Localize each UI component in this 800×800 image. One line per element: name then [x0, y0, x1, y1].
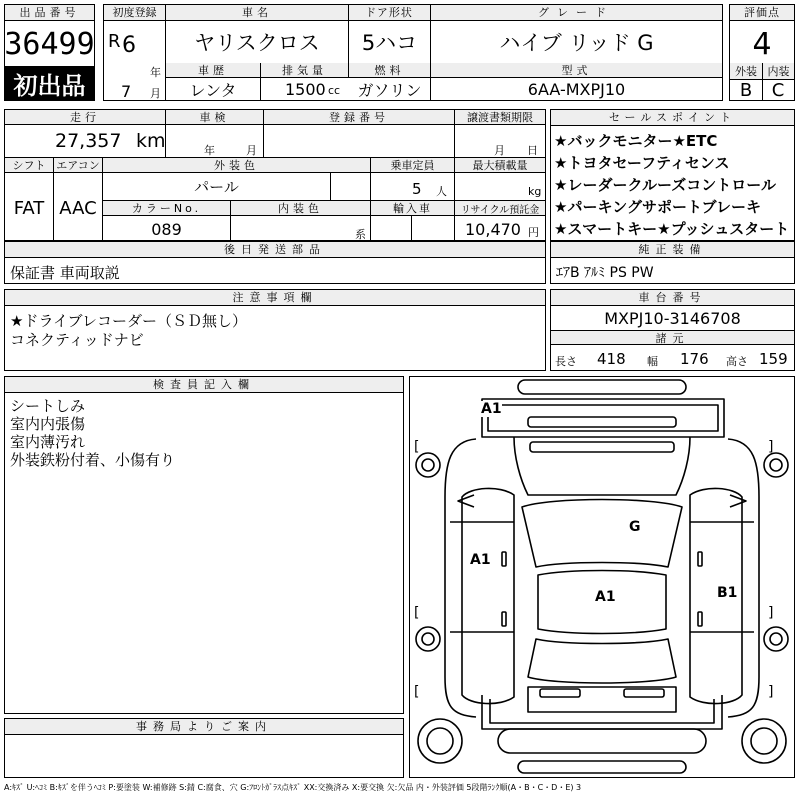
- bracket-mark: [: [414, 684, 420, 700]
- transfer-day-unit: 日: [527, 144, 538, 157]
- reg-no-label: 登録番号: [263, 110, 454, 125]
- bracket-mark: ]: [768, 439, 774, 455]
- sales-point-item: ★トヨタセーフティセンス: [554, 154, 730, 172]
- car-diagram: [409, 376, 795, 778]
- notes-label: 注意事項欄: [5, 290, 545, 306]
- shift: FAT: [13, 197, 45, 219]
- height: 159: [759, 350, 788, 368]
- transfer-label: 譲渡書類期限: [454, 110, 545, 125]
- color-no-label: カラーNo.: [103, 201, 230, 216]
- chassis-label: 車台番号: [551, 290, 794, 306]
- notes-line: ★ドライブレコーダー（ＳＤ無し）: [10, 312, 247, 330]
- exterior-grade: B: [739, 79, 753, 101]
- sales-points-box: [550, 109, 795, 241]
- width-label: 幅: [647, 355, 658, 368]
- type-code: 6AA-MXPJ10: [527, 79, 626, 99]
- inspector-box: [4, 376, 404, 714]
- length-label: 長さ: [555, 355, 577, 368]
- aircon-label: エアコン: [53, 158, 102, 173]
- max-load-unit: kg: [528, 185, 542, 198]
- displacement-label: 排気量: [260, 63, 348, 78]
- bracket-mark: [: [414, 605, 420, 621]
- later-parts-value: 保証書 車両取説: [10, 264, 120, 282]
- legend: A:ｷｽﾞ U:ﾍｺﾐ B:ｷｽﾞを伴うﾍｺﾐ P:要塗装 W:補修跡 S:錆 C:腐食、穴 G:ﾌﾛﾝﾄｶﾞﾗｽ点ｷｽﾞ XX:交換済み X:要交換 欠:欠品 内・外装評価 5段階ﾗﾝｸ順(A・B・C・D・E) 3: [4, 783, 582, 792]
- max-load-label: 最大積載量: [454, 158, 545, 173]
- damage-mark-right-side: B1: [717, 585, 738, 601]
- grade-label: グレード: [430, 5, 722, 21]
- inspector-label: 検査員記入欄: [5, 377, 403, 393]
- chassis-box: [550, 289, 795, 371]
- lot-number: 36499: [4, 26, 95, 62]
- recycle-label: リサイクル預託金: [454, 201, 545, 216]
- damage-mark-left-side: A1: [470, 552, 491, 568]
- height-label: 高さ: [726, 355, 748, 368]
- first-listing-badge: 初出品: [4, 66, 95, 101]
- capacity: 5: [412, 180, 422, 198]
- equipment-label: 純正装備: [551, 242, 794, 258]
- year: 6: [122, 33, 136, 58]
- capacity-label: 乗車定員: [370, 158, 454, 173]
- damage-mark-roof: A1: [595, 589, 616, 605]
- equipment-box: [550, 241, 795, 284]
- dims-label: 諸元: [551, 330, 794, 345]
- door-type: 5ハコ: [361, 31, 418, 55]
- notes-box: [4, 289, 546, 371]
- transfer-month-unit: 月: [494, 144, 505, 157]
- later-parts-label: 後日発送部品: [5, 242, 545, 258]
- ext-color: パール: [194, 177, 239, 196]
- history: レンタ: [189, 80, 237, 100]
- mileage-unit: km: [136, 130, 166, 152]
- month-unit: 月: [150, 87, 161, 100]
- era: R: [108, 31, 121, 52]
- inspection-year-unit: 年: [204, 144, 215, 157]
- car-outline-drawing: [410, 377, 794, 777]
- score-box: [729, 4, 795, 101]
- bracket-mark: ]: [768, 684, 774, 700]
- recycle-amount: 10,470: [465, 220, 521, 239]
- type-label: 型式: [430, 63, 722, 78]
- grade: ハイブ リッド G: [499, 31, 654, 55]
- fuel-label: 燃料: [348, 63, 430, 78]
- month: 7: [121, 82, 132, 101]
- int-color-suffix: 系: [355, 228, 366, 241]
- lot-number-box: [4, 4, 95, 67]
- displacement-unit: cc: [328, 84, 341, 97]
- aircon: AAC: [59, 197, 97, 219]
- door-label: ドア形状: [348, 5, 431, 21]
- int-color-label: 内装色: [230, 201, 370, 216]
- score-label: 評価点: [730, 5, 794, 21]
- import-label: 輸入車: [370, 201, 454, 216]
- ext-color-label: 外装色: [102, 158, 370, 173]
- shift-label: シフト: [5, 158, 53, 173]
- equipment-value: ｴｱB ｱﾙﾐ PS PW: [556, 265, 654, 281]
- exterior-label: 外装: [730, 63, 762, 80]
- office-box: [4, 718, 404, 778]
- length: 418: [597, 350, 626, 368]
- interior-grade: C: [771, 79, 785, 101]
- model-name: ヤリスクロス: [194, 31, 320, 55]
- inspector-line: シートしみ: [10, 397, 86, 415]
- score: 4: [752, 26, 772, 62]
- model-label: 車名: [166, 5, 349, 21]
- lot-label: 出品番号: [5, 5, 94, 21]
- inspector-line: 室内薄汚れ: [10, 433, 86, 451]
- capacity-unit: 人: [436, 185, 447, 198]
- inspection-label: 車検: [165, 110, 263, 125]
- displacement: 1500: [285, 80, 326, 99]
- history-label: 車歴: [166, 63, 260, 78]
- sales-points-label: セールスポイント: [551, 110, 794, 126]
- color-no: 089: [151, 219, 182, 239]
- inspection-month-unit: 月: [246, 144, 257, 157]
- recycle-unit: 円: [528, 226, 539, 239]
- inspector-line: 外装鉄粉付着、小傷有り: [10, 451, 176, 469]
- later-parts-box: [4, 241, 546, 284]
- sales-point-item: ★パーキングサポートブレーキ: [554, 198, 761, 216]
- width: 176: [680, 350, 709, 368]
- bracket-mark: ]: [768, 605, 774, 621]
- fuel: ガソリン: [357, 80, 422, 100]
- sales-point-item: ★バックモニター★ETC: [554, 132, 718, 150]
- interior-label: 内装: [762, 63, 794, 80]
- mileage: 27,357: [55, 130, 122, 152]
- chassis-number: MXPJ10-3146708: [604, 308, 741, 328]
- damage-mark-windshield: G: [629, 519, 641, 535]
- sales-point-item: ★レーダークルーズコントロール: [554, 176, 776, 194]
- notes-line: コネクティッドナビ: [10, 331, 144, 349]
- office-label: 事務局よりご案内: [5, 719, 403, 735]
- first-registration-box: [103, 4, 166, 101]
- bracket-mark: [: [414, 439, 420, 455]
- damage-mark-front-bumper: A1: [481, 401, 502, 417]
- mileage-label: 走行: [5, 110, 165, 125]
- sales-point-item: ★スマートキー★プッシュスタート: [554, 220, 790, 238]
- year-unit: 年: [150, 66, 161, 79]
- inspector-line: 室内内張傷: [10, 415, 86, 433]
- first-reg-label: 初度登録: [104, 5, 165, 21]
